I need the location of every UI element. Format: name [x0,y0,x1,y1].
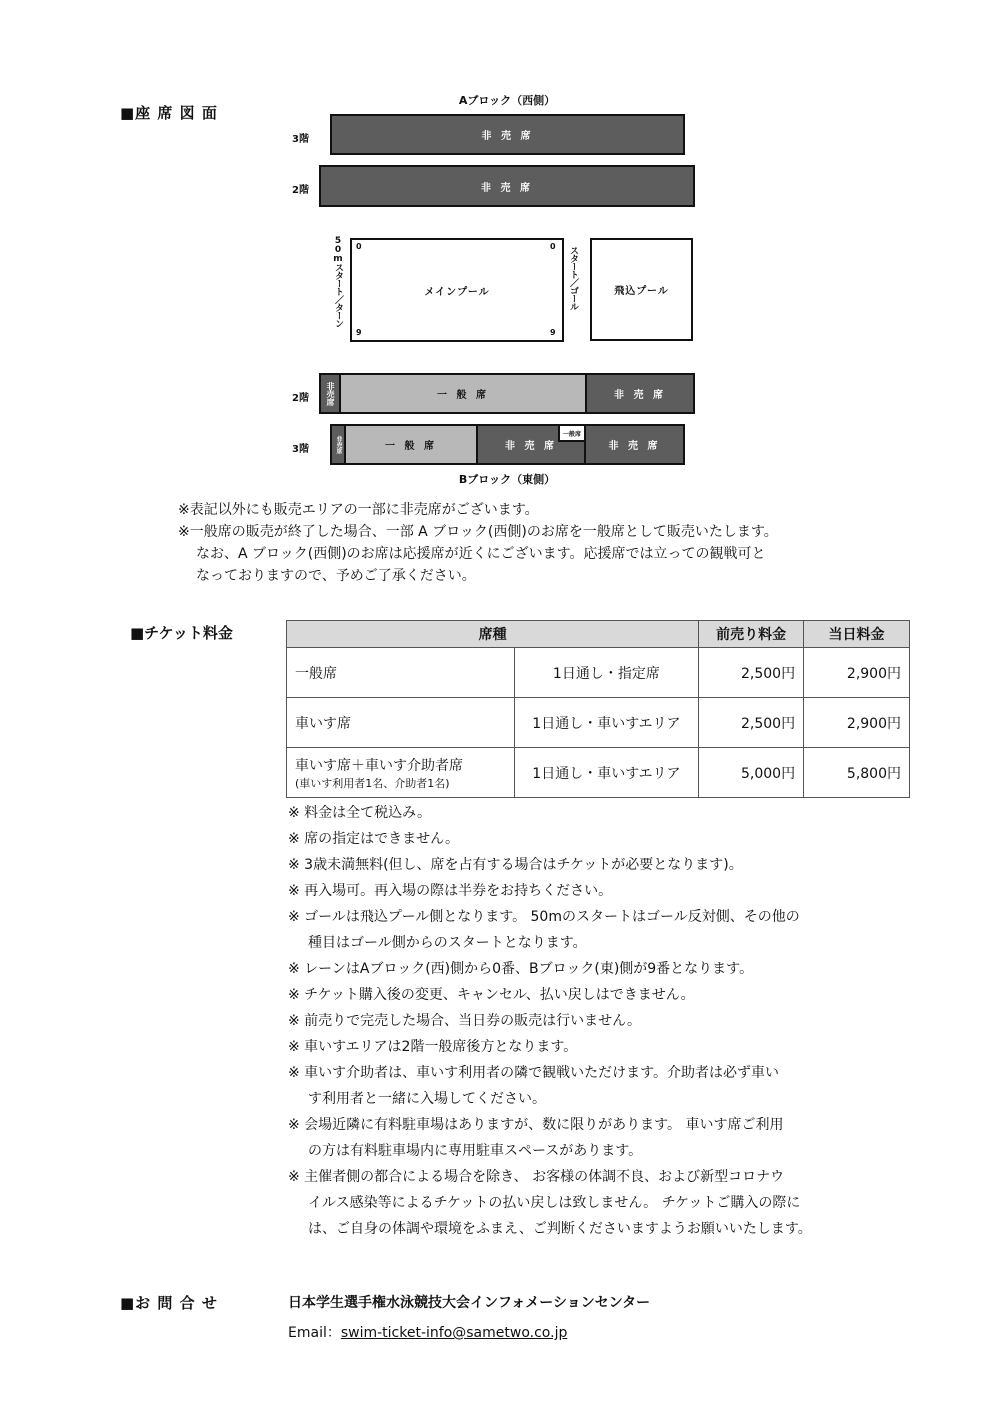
footnote: ※ 会場近隣に有料駐車場はありますが、数に限りがあります。 車いす席ご利用 [288,1117,784,1133]
footnote: ※ 主催者側の都合による場合を除き、 お客様の体調不良、および新型コロナウ [288,1169,785,1185]
block-b-title: Bブロック（東側） [458,473,556,486]
start-turn-label: 50mスタート／ターン [333,236,343,327]
general-label: 一 般 席 [437,390,489,401]
block-b-floor-3-label: 3階 [292,444,309,455]
footnote: ※ ゴールは飛込プール側となります。 50mのスタートはゴール反対側、その他の [288,909,800,925]
footnote-cont: イルス感染等によるチケットの払い戻しは致しません。 チケットご購入の際に [308,1195,801,1211]
block-b-3f-non-sale-right [584,424,685,465]
footnote-cont: は、ご自身の体調や環境をふまえ、ご判断くださいますようお願いいたします。 [308,1221,812,1237]
non-sale-label: 非 売 席 [608,441,661,452]
dive-pool-label: 飛込プール [614,286,669,297]
price-table-header [287,621,910,648]
block-a-2f-non-sale [319,165,695,207]
main-pool [350,238,564,342]
footnote-cont: の方は有料駐車場内に専用駐車スペースがあります。 [308,1143,643,1159]
ticket-heading: ■チケット料金 [130,624,233,642]
main-pool-label: メインプール [424,286,490,298]
row-type: 1日通し・車いすエリア [514,698,699,748]
row-advance: 2,500円 [699,698,804,748]
block-b-2f-non-sale-small [319,373,341,414]
block-a-title: Aブロック（西側） [458,94,556,107]
block-a-floor-3-label: 3階 [292,134,309,145]
dive-pool [590,238,693,341]
row-same-day: 5,800円 [804,748,910,798]
table-row [287,698,910,748]
row-type: 1日通し・指定席 [514,648,699,698]
block-b-2f-general [339,373,587,414]
non-sale-label: 非 売 席 [481,131,534,142]
seating-note-2: ※一般席の販売が終了した場合、一部 A ブロック(西側)のお席を一般席として販売いたします。 [178,524,778,540]
contact-heading: ■お 問 合 せ [120,1294,218,1312]
seating-heading: ■座 席 図 面 [120,104,218,122]
header-same-day: 当日料金 [804,621,910,648]
footnote: ※ 車いすエリアは2階一般席後方となります。 [288,1039,578,1055]
block-a-floor-2-label: 2階 [292,185,309,196]
footnote: ※ 料金は全て税込み。 [288,805,432,821]
start-goal-label: スタート／ゴール [568,246,578,310]
footnote: ※ 3歳未満無料(但し、席を占有する場合はチケットが必要となります)。 [288,857,743,873]
non-sale-small-label: 非売席 [326,381,335,406]
table-row [287,648,910,698]
footnote-cont: す利用者と一緒に入場してください。 [308,1091,546,1107]
row-sub: (車いす利用者1名、介助者1名) [295,776,450,790]
contact-email-row [288,1322,567,1342]
block-a-3f-non-sale [330,114,685,155]
price-table [286,620,910,798]
footnotes [288,800,812,1242]
non-sale-small-label: 非売席 [335,435,342,454]
seating-note-3: なお、A ブロック(西側)のお席は応援席が近くにございます。応援席では立っての観戦可と [196,546,766,562]
contact-org: 日本学生選手権水泳競技大会インフォメーションセンター [288,1295,651,1311]
row-advance: 2,500円 [699,648,804,698]
footnote: ※ チケット購入後の変更、キャンセル、払い戻しはできません。 [288,987,695,1003]
header-advance: 前売り料金 [699,621,804,648]
row-type: 1日通し・車いすエリア [514,748,699,798]
header-seat-type: 席種 [287,621,699,648]
lane-9-left: 9 [356,328,362,337]
footnote: ※ レーンはAブロック(西)側から0番、Bブロック(東)側が9番となります。 [288,961,754,977]
row-name-cell [287,748,515,798]
seating-note-1: ※表記以外にも販売エリアの一部に非売席がございます。 [178,502,539,518]
general-small-label: 一般席 [562,430,581,438]
footnote: ※ 車いす介助者は、車いす利用者の隣で観戦いただけます。介助者は必ず車い [288,1065,780,1081]
non-sale-label: 非 売 席 [481,182,533,194]
block-b-3f-general [344,424,478,465]
footnote: ※ 再入場可。再入場の際は半券をお持ちください。 [288,883,613,899]
row-same-day: 2,900円 [804,648,910,698]
row-name: 車いす席＋車いす介助者席 [295,757,463,774]
lane-9-right: 9 [550,328,556,337]
lane-0-right: 0 [550,242,556,251]
non-sale-label: 非 売 席 [614,390,666,401]
footnote: ※ 前売りで完売した場合、当日券の販売は行いません。 [288,1013,642,1029]
row-name: 車いす席 [287,698,515,748]
footnote: ※ 席の指定はできません。 [288,831,460,847]
email-label: Email： [288,1325,341,1341]
block-b-3f-general-small [558,424,586,442]
row-name: 一般席 [287,648,515,698]
email-link[interactable]: swim-ticket-info@sametwo.co.jp [340,1325,568,1341]
block-b-floor-2-label: 2階 [292,393,309,404]
lane-0-left: 0 [356,242,362,251]
general-label: 一 般 席 [385,441,437,452]
seating-note-4: なっておりますので、予めご了承ください。 [196,568,476,584]
row-same-day: 2,900円 [804,698,910,748]
row-advance: 5,000円 [699,748,804,798]
non-sale-label: 非 売 席 [505,441,557,452]
block-b-2f-non-sale [585,373,695,414]
footnote-cont: 種目はゴール側からのスタートとなります。 [308,935,587,951]
table-row [287,748,910,798]
